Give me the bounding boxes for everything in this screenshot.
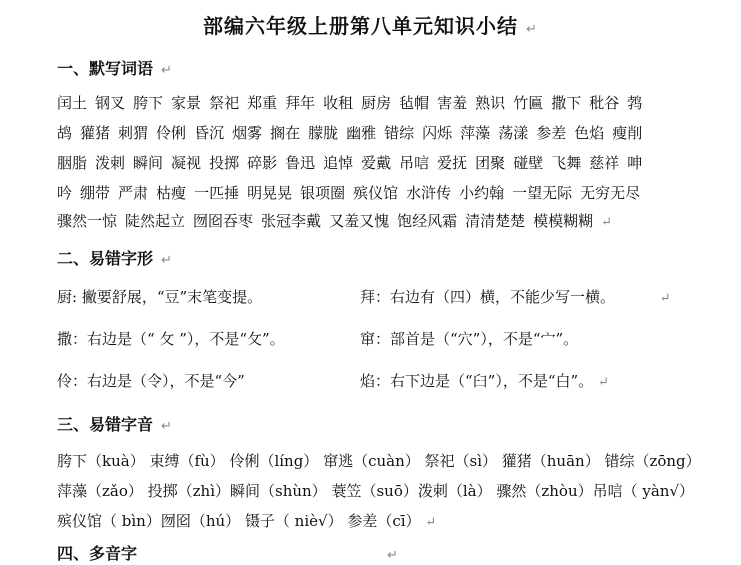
vocab-word: 吟 bbox=[57, 184, 73, 202]
vocab-word: 枯瘦 bbox=[156, 184, 187, 202]
paragraph-mark-icon: ↵ bbox=[601, 215, 613, 230]
vocab-word: 一望无际 bbox=[512, 184, 573, 202]
vocab-word: 胯下 bbox=[133, 94, 164, 112]
vocab-word: 荡漾 bbox=[498, 124, 529, 142]
heading-text: 二、易错字形 bbox=[57, 249, 154, 268]
vocab-word: 殡仪馆 bbox=[353, 184, 399, 202]
vocab-word: 家景 bbox=[171, 94, 202, 112]
section-heading-1 bbox=[57, 56, 172, 79]
paragraph-mark-icon: ↵ bbox=[387, 548, 398, 563]
vocab-word: 昏沉 bbox=[194, 124, 225, 142]
vocab-word: 刺猬 bbox=[118, 124, 149, 142]
vocab-word: 撒下 bbox=[551, 94, 582, 112]
pronunciation-line-1 bbox=[57, 450, 701, 471]
glyph-error-left-1 bbox=[57, 286, 262, 307]
glyph-error-right-1 bbox=[360, 286, 671, 307]
heading-text: 四、多音字 bbox=[57, 544, 138, 563]
vocab-word: 瘦削 bbox=[612, 124, 643, 142]
vocab-word: 秕谷 bbox=[589, 94, 620, 112]
paragraph-mark-icon: ↵ bbox=[659, 291, 671, 306]
heading-text: 一、默写词语 bbox=[57, 59, 154, 78]
vocab-word: 闰土 bbox=[57, 94, 88, 112]
vocab-word: 钢叉 bbox=[95, 94, 126, 112]
vocab-word: 飞舞 bbox=[551, 154, 582, 172]
vocab-word: 慈祥 bbox=[589, 154, 620, 172]
vocab-word: 搁在 bbox=[270, 124, 301, 142]
vocab-word: 厨房 bbox=[361, 94, 392, 112]
vocab-word: 明晃晃 bbox=[247, 184, 293, 202]
paragraph-mark-icon: ↵ bbox=[161, 63, 172, 78]
vocab-word: 獾猪 bbox=[80, 124, 111, 142]
vocab-word: 爱抚 bbox=[437, 154, 468, 172]
glyph-error-left-3 bbox=[57, 370, 245, 391]
pron-text: 萍藻（zǎo） 投掷（zhì）瞬间（shùn） 蓑笠（suō）泼刺（là） 骤然（zhòu）吊唁（ yàn√） bbox=[57, 482, 695, 500]
vocab-word: 吊唁 bbox=[399, 154, 430, 172]
vocab-word: 绷带 bbox=[80, 184, 111, 202]
vocab-word: 幽雅 bbox=[346, 124, 377, 142]
glyph-text: 厨: 撇要舒展，“豆”末笔变提。 bbox=[57, 288, 263, 306]
vocab-word: 烟雾 bbox=[232, 124, 263, 142]
vocab-word: 又羞又愧 bbox=[329, 212, 390, 230]
vocab-word: 爱戴 bbox=[361, 154, 392, 172]
vocab-line bbox=[57, 122, 650, 143]
pron-text: 胯下（kuà） 束缚（fù） 伶俐（líng） 窜逃（cuàn） 祭祀（sì） 獾猪（huān） 错综（zōng） bbox=[57, 452, 701, 470]
heading-text: 三、易错字音 bbox=[57, 415, 154, 434]
vocab-word: 饱经风霜 bbox=[397, 212, 458, 230]
glyph-error-right-2 bbox=[360, 328, 578, 349]
vocab-word: 无穷无尽 bbox=[580, 184, 641, 202]
vocab-word: 收租 bbox=[323, 94, 354, 112]
vocab-word: 骤然一惊 bbox=[57, 212, 118, 230]
vocab-word: 碎影 bbox=[247, 154, 278, 172]
vocab-word: 水浒传 bbox=[406, 184, 452, 202]
section-heading-3 bbox=[57, 412, 172, 435]
section-heading-4 bbox=[57, 541, 398, 564]
section-heading-2 bbox=[57, 246, 172, 269]
vocab-word: 鹁 bbox=[627, 94, 643, 112]
vocab-word: 祭祀 bbox=[209, 94, 240, 112]
vocab-word: 鸪 bbox=[57, 124, 73, 142]
vocab-word: 郑重 bbox=[247, 94, 278, 112]
vocab-word: 色焰 bbox=[574, 124, 605, 142]
vocab-word: 萍藻 bbox=[460, 124, 491, 142]
vocab-line bbox=[57, 210, 612, 231]
vocab-word: 团聚 bbox=[475, 154, 506, 172]
vocab-line bbox=[57, 182, 648, 203]
vocab-word: 闪烁 bbox=[422, 124, 453, 142]
vocab-word: 陡然起立 bbox=[125, 212, 186, 230]
vocab-word: 毡帽 bbox=[399, 94, 430, 112]
paragraph-mark-icon: ↵ bbox=[597, 375, 609, 390]
paragraph-mark-icon: ↵ bbox=[161, 419, 172, 434]
vocab-word: 伶俐 bbox=[156, 124, 187, 142]
vocab-word: 银项圈 bbox=[300, 184, 346, 202]
vocab-word: 熟识 bbox=[475, 94, 506, 112]
vocab-word: 竹匾 bbox=[513, 94, 544, 112]
title-text: 部编六年级上册第八单元知识小结 bbox=[203, 14, 519, 38]
vocab-line bbox=[57, 92, 650, 113]
page-title bbox=[0, 10, 741, 39]
vocab-word: 模模糊糊 bbox=[533, 212, 594, 230]
pronunciation-line-2 bbox=[57, 480, 694, 501]
pron-text: 殡仪馆（ bìn）囫囵（hú） 镊子（ niè√） 参差（cī） bbox=[57, 512, 421, 530]
vocab-word: 拜年 bbox=[285, 94, 316, 112]
paragraph-mark-icon: ↵ bbox=[526, 22, 538, 37]
vocab-word: 凝视 bbox=[171, 154, 202, 172]
glyph-text: 撒：右边是（“ 攵 ”），不是“攵”。 bbox=[57, 330, 285, 348]
vocab-word: 碰壁 bbox=[513, 154, 544, 172]
vocab-word: 囫囵吞枣 bbox=[193, 212, 254, 230]
vocab-word: 泼刺 bbox=[95, 154, 126, 172]
vocab-word: 一匹捶 bbox=[194, 184, 240, 202]
pronunciation-line-3 bbox=[57, 510, 436, 531]
glyph-text: 拜：右边有（四）横，不能少写一横。 bbox=[360, 288, 616, 306]
vocab-word: 害羞 bbox=[437, 94, 468, 112]
vocab-word: 呻 bbox=[627, 154, 643, 172]
vocab-word: 小约翰 bbox=[459, 184, 505, 202]
paragraph-mark-icon: ↵ bbox=[425, 515, 437, 530]
paragraph-mark-icon: ↵ bbox=[161, 253, 172, 268]
vocab-word: 鲁迅 bbox=[285, 154, 316, 172]
vocab-word: 张冠李戴 bbox=[261, 212, 322, 230]
glyph-text: 伶：右边是（令），不是“今” bbox=[57, 372, 245, 390]
vocab-word: 严肃 bbox=[118, 184, 149, 202]
vocab-word: 追悼 bbox=[323, 154, 354, 172]
vocab-word: 瞬间 bbox=[133, 154, 164, 172]
glyph-error-right-3 bbox=[360, 370, 609, 391]
vocab-word: 参差 bbox=[536, 124, 567, 142]
vocab-word: 朦胧 bbox=[308, 124, 339, 142]
glyph-text: 焰：右下边是（“臼”），不是“白”。 bbox=[360, 372, 594, 390]
vocab-word: 错综 bbox=[384, 124, 415, 142]
vocab-word: 投掷 bbox=[209, 154, 240, 172]
vocab-word: 清清楚楚 bbox=[465, 212, 526, 230]
vocab-word: 胭脂 bbox=[57, 154, 88, 172]
glyph-text: 窜：部首是（“穴”），不是“宀”。 bbox=[360, 330, 579, 348]
glyph-error-left-2 bbox=[57, 328, 285, 349]
vocab-line bbox=[57, 152, 650, 173]
